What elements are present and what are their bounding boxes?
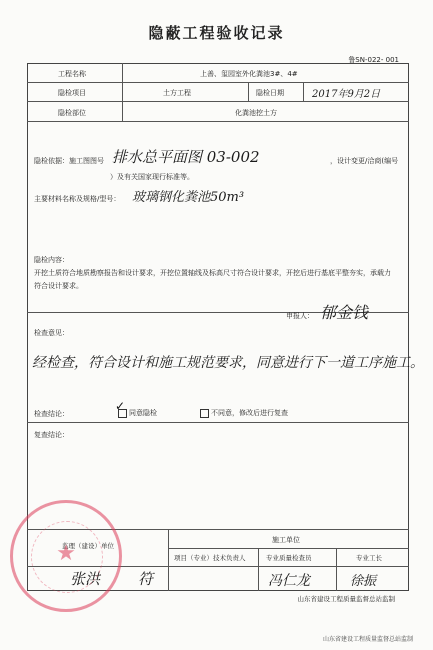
row-divider [27, 101, 409, 102]
disagree-checkbox[interactable] [200, 409, 209, 418]
tech-lead-signature: 符 [138, 570, 154, 588]
item-value: 土方工程 [163, 89, 191, 97]
material-label: 主要材料名称及规格/型号： [34, 195, 121, 203]
column-divider [303, 82, 304, 101]
row-divider [27, 121, 409, 122]
content-text: 开挖土质符合地质勘察报告和设计要求，开挖位置轴线及标高尺寸符合设计要求，开挖后进行基底平整夯实，承载力符合设计要求。 [34, 269, 391, 290]
recheck-label: 复查结论： [34, 431, 69, 439]
opinion-label: 检查意见： [34, 329, 69, 337]
page-title: 隐蔽工程验收记录 [148, 24, 285, 42]
applicant-signature: 郁金钱 [320, 303, 369, 322]
item-label: 隐检项目 [58, 89, 86, 97]
part-label: 隐检部位 [58, 109, 86, 117]
foreman-label: 专业工长 [356, 554, 382, 562]
red-seal-stamp [10, 500, 122, 612]
compiler-note: 山东省建设工程质量监督总站监制 [297, 595, 395, 603]
drawing-number: 排水总平面图 03-002 [112, 148, 260, 166]
change-label: ，设计变更/洽商(编号 [330, 157, 399, 165]
basis-label: 隐检依据：施工图图号 [34, 157, 104, 165]
checkmark-icon: ✓ [115, 399, 126, 413]
footer-note: 山东省建设工程质量监督总站监制 [322, 636, 413, 643]
column-divider [122, 63, 123, 121]
seal-star-icon: ★ [56, 541, 76, 566]
material-value: 玻璃钢化粪池50m³ [132, 190, 245, 205]
column-divider [168, 529, 169, 591]
qc-inspector-label: 专业质量检查员 [266, 554, 312, 562]
document-number: 鲁SN-022- 001 [348, 56, 399, 64]
part-value: 化粪池挖土方 [235, 109, 277, 117]
row-divider [27, 82, 409, 83]
option-disagree[interactable] [200, 408, 288, 418]
option-agree-label: 同意隐检 [129, 409, 157, 417]
column-divider [336, 548, 337, 591]
tech-lead-label: 项目（专业）技术负责人 [174, 554, 246, 562]
project-name-label: 工程名称 [58, 70, 86, 78]
option-disagree-label: 不同意，修改后进行复查 [211, 409, 288, 417]
column-divider [258, 548, 259, 591]
supervisor-signature: 张洪 [70, 570, 101, 588]
construction-unit-label: 施工单位 [272, 536, 300, 544]
row-divider [168, 548, 409, 549]
foreman-signature: 徐振 [350, 574, 377, 589]
content-label: 隐检内容： [34, 256, 69, 264]
date-value: 2017年9月2日 [312, 89, 381, 100]
supervisor-label: 监理（建设）单位 [62, 542, 114, 550]
qc-inspector-signature: 冯仁龙 [268, 573, 310, 589]
conclusion-label: 检查结论： [34, 410, 69, 418]
opinion-text: 经检查，符合设计和施工规范要求，同意进行下一道工序施工。 [32, 355, 424, 371]
column-divider [248, 82, 249, 101]
project-name-value: 上善、玺园室外化粪池3#、4# [200, 70, 298, 78]
applicant-label: 申报人： [286, 312, 314, 320]
row-divider [27, 422, 409, 423]
standard-text: ）及有关国家现行标准等。 [110, 173, 194, 181]
date-label: 隐检日期 [256, 89, 284, 97]
